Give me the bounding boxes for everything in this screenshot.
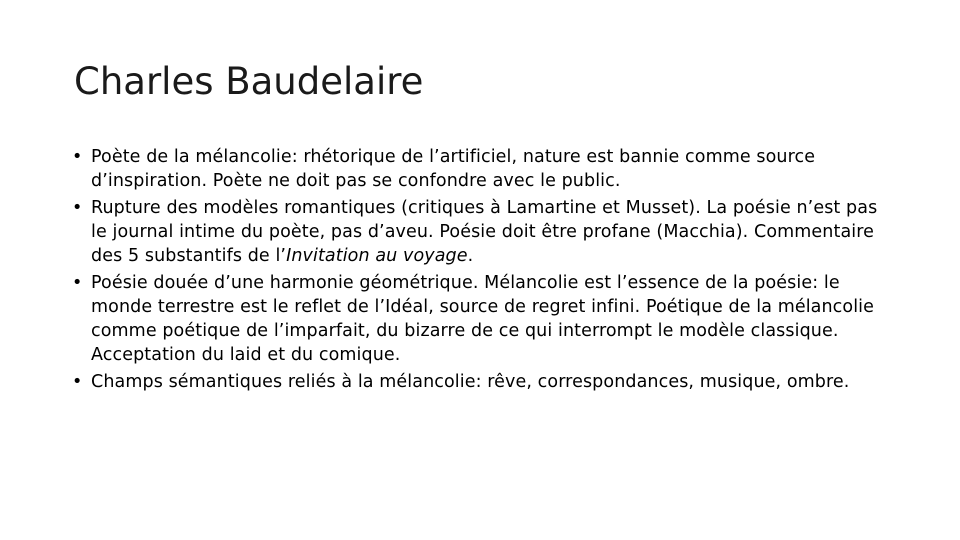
bullet-text: Poésie douée d’une harmonie géométrique. Mélancolie est l’essence de la poésie: le monde terrestre est le reflet de l’Idéal, source de regret infini. Poétique de la mélancolie comme poétique de l’imparfait, du bizarre de ce qui interrompt le modèle classique. Acceptation du laid et du comique. xyxy=(91,273,875,365)
bullet-marker: • xyxy=(72,273,83,293)
bullet-item-3 xyxy=(72,271,892,367)
bullet-text: Poète de la mélancolie: rhétorique de l’artificiel, nature est bannie comme source d’inspiration. Poète ne doit pas se confondre avec le public. xyxy=(91,147,816,191)
bullet-item-1 xyxy=(72,145,892,193)
bullet-text: Champs sémantiques reliés à la mélancolie: rêve, correspondances, musique, ombre. xyxy=(91,372,850,392)
bullet-item-4 xyxy=(72,370,892,394)
bullet-marker: • xyxy=(72,147,83,167)
bullet-marker: • xyxy=(72,198,83,218)
bullet-text-italic: Invitation au voyage xyxy=(286,246,468,266)
bullet-list xyxy=(72,145,892,397)
slide-title: Charles Baudelaire xyxy=(74,60,424,103)
bullet-item-2 xyxy=(72,196,892,268)
bullet-text-end: . xyxy=(467,246,474,266)
bullet-text: Rupture des modèles romantiques (critiques à Lamartine et Musset). La poésie n’est pas le journal intime du poète, pas d’aveu. Poésie doit être profane (Macchia). Commentaire des 5 substantifs de l’ xyxy=(91,198,878,266)
bullet-marker: • xyxy=(72,372,83,392)
